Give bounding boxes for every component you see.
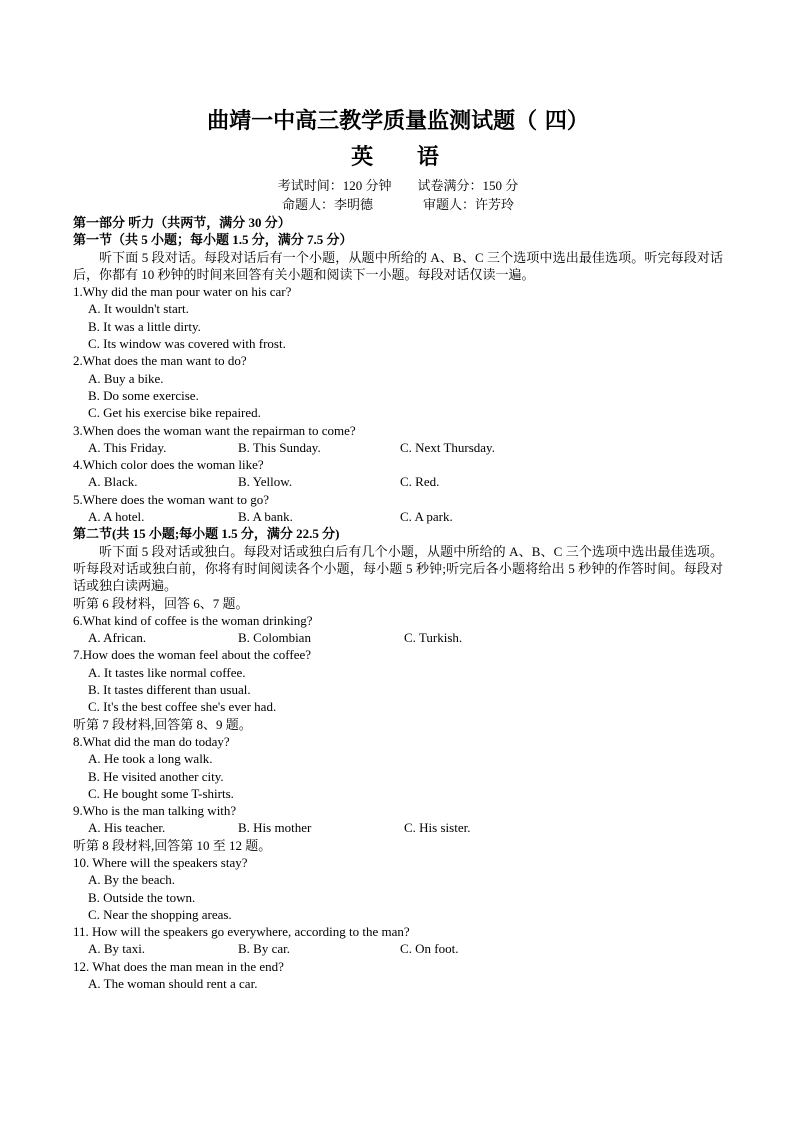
author: 命题人：李明德 bbox=[281, 197, 373, 212]
question-4-option-a: A. Black. bbox=[88, 474, 138, 490]
exam-info-line bbox=[73, 176, 723, 195]
question-2-option-b: B. Do some exercise. bbox=[88, 387, 199, 403]
question-8-option-b: B. He visited another city. bbox=[88, 768, 224, 784]
author-line bbox=[73, 195, 723, 214]
material-8-intro: 听第 8 段材料,回答第 10 至 12 题。 bbox=[73, 837, 272, 853]
question-8-option-c: C. He bought some T-shirts. bbox=[88, 785, 234, 801]
question-7-option-b: B. It tastes different than usual. bbox=[88, 682, 251, 698]
question-1-option-b: B. It was a little dirty. bbox=[88, 318, 201, 334]
question-11-option-a: A. By taxi. bbox=[88, 941, 146, 957]
section1-instructions: 听下面 5 段对话。每段对话后有一个小题，从题中所给的 A、B、C 三个选项中选出最佳选项。听完每段对话后，你都有 10 秒钟的时间来回答有关小题和阅读下一小题。每段对话仅读一遍。 bbox=[73, 249, 723, 282]
question-1-option-c: C. Its window was covered with frost. bbox=[88, 336, 286, 352]
question-5-option-c: C. A park. bbox=[400, 509, 453, 525]
question-9-option-c: C. His sister. bbox=[404, 820, 471, 836]
question-10-stem: 10. Where will the speakers stay? bbox=[73, 854, 248, 870]
question-6-option-c: C. Turkish. bbox=[404, 630, 463, 646]
reviewer: 审题人：许芳玲 bbox=[423, 197, 515, 212]
question-11-option-b: B. By car. bbox=[238, 941, 290, 957]
question-9-stem: 9.Who is the man talking with? bbox=[73, 803, 237, 819]
part1-heading: 第一部分 听力（共两节，满分 30 分） bbox=[73, 215, 291, 230]
question-8-stem: 8.What did the man do today? bbox=[73, 733, 230, 749]
section2-heading: 第二节(共 15 小题;每小题 1.5 分，满分 22.5 分) bbox=[73, 526, 340, 542]
section1-heading: 第一节（共 5 小题；每小题 1.5 分，满分 7.5 分） bbox=[73, 232, 353, 248]
question-3-stem: 3.When does the woman want the repairman to come? bbox=[73, 422, 356, 438]
question-5-option-b: B. A bank. bbox=[238, 509, 293, 525]
question-4-stem: 4.Which color does the woman like? bbox=[73, 457, 264, 473]
question-4-option-c: C. Red. bbox=[400, 474, 440, 490]
question-1-option-a: A. It wouldn't start. bbox=[88, 301, 189, 317]
question-4-options bbox=[73, 473, 723, 490]
question-9-option-a: A. His teacher. bbox=[88, 820, 166, 836]
question-10-option-b: B. Outside the town. bbox=[88, 889, 196, 905]
question-7-stem: 7.How does the woman feel about the coffee? bbox=[73, 647, 312, 663]
question-5-option-a: A. A hotel. bbox=[88, 509, 145, 525]
material-6-intro: 听第 6 段材料，回答 6、7 题。 bbox=[73, 595, 249, 611]
question-7-option-c: C. It's the best coffee she's ever had. bbox=[88, 699, 277, 715]
question-8-option-a: A. He took a long walk. bbox=[88, 751, 213, 767]
question-6-option-b: B. Colombian bbox=[238, 630, 311, 646]
subject-title: 英 语 bbox=[351, 144, 457, 170]
question-2-option-a: A. Buy a bike. bbox=[88, 370, 164, 386]
material-7-intro: 听第 7 段材料,回答第 8、9 题。 bbox=[73, 716, 252, 732]
question-9-options bbox=[73, 819, 723, 836]
question-9-option-b: B. His mother bbox=[238, 820, 312, 836]
question-6-stem: 6.What kind of coffee is the woman drinking? bbox=[73, 612, 313, 628]
question-7-option-a: A. It tastes like normal coffee. bbox=[88, 664, 246, 680]
question-6-option-a: A. African. bbox=[88, 630, 147, 646]
question-4-option-b: B. Yellow. bbox=[238, 474, 293, 490]
section2-instructions: 听下面 5 段对话或独白。每段对话或独白后有几个小题，从题中所给的 A、B、C 三个选项中选出最佳选项。听每段对话或独白前，你将有时间阅读各个小题，每小题 5 秒钟;听完后各小题将给出 5 秒钟的作答时间。每段对话或独白读两遍。 bbox=[73, 543, 723, 594]
question-11-stem: 11. How will the speakers go everywhere, according to the man? bbox=[73, 924, 410, 940]
question-10-option-a: A. By the beach. bbox=[88, 872, 176, 888]
question-12-stem: 12. What does the man mean in the end? bbox=[73, 958, 284, 974]
question-3-option-c: C. Next Thursday. bbox=[400, 439, 495, 455]
exam-time: 考试时间：120 分钟 bbox=[277, 178, 392, 193]
question-6-options bbox=[73, 629, 723, 646]
question-11-options bbox=[73, 940, 723, 957]
exam-title: 曲靖一中高三教学质量监测试题（ 四） bbox=[207, 108, 589, 134]
question-10-option-c: C. Near the shopping areas. bbox=[88, 906, 232, 922]
question-3-option-a: A. This Friday. bbox=[88, 439, 167, 455]
question-12-option-a: A. The woman should rent a car. bbox=[88, 976, 258, 992]
question-5-stem: 5.Where does the woman want to go? bbox=[73, 491, 270, 507]
question-3-options bbox=[73, 439, 723, 456]
question-1-stem: 1.Why did the man pour water on his car? bbox=[73, 284, 292, 300]
exam-page bbox=[73, 100, 723, 992]
full-marks: 试卷满分：150 分 bbox=[417, 178, 519, 193]
question-2-stem: 2.What does the man want to do? bbox=[73, 353, 247, 369]
question-5-options bbox=[73, 508, 723, 525]
question-3-option-b: B. This Sunday. bbox=[238, 439, 321, 455]
question-2-option-c: C. Get his exercise bike repaired. bbox=[88, 405, 261, 421]
question-11-option-c: C. On foot. bbox=[400, 941, 459, 957]
